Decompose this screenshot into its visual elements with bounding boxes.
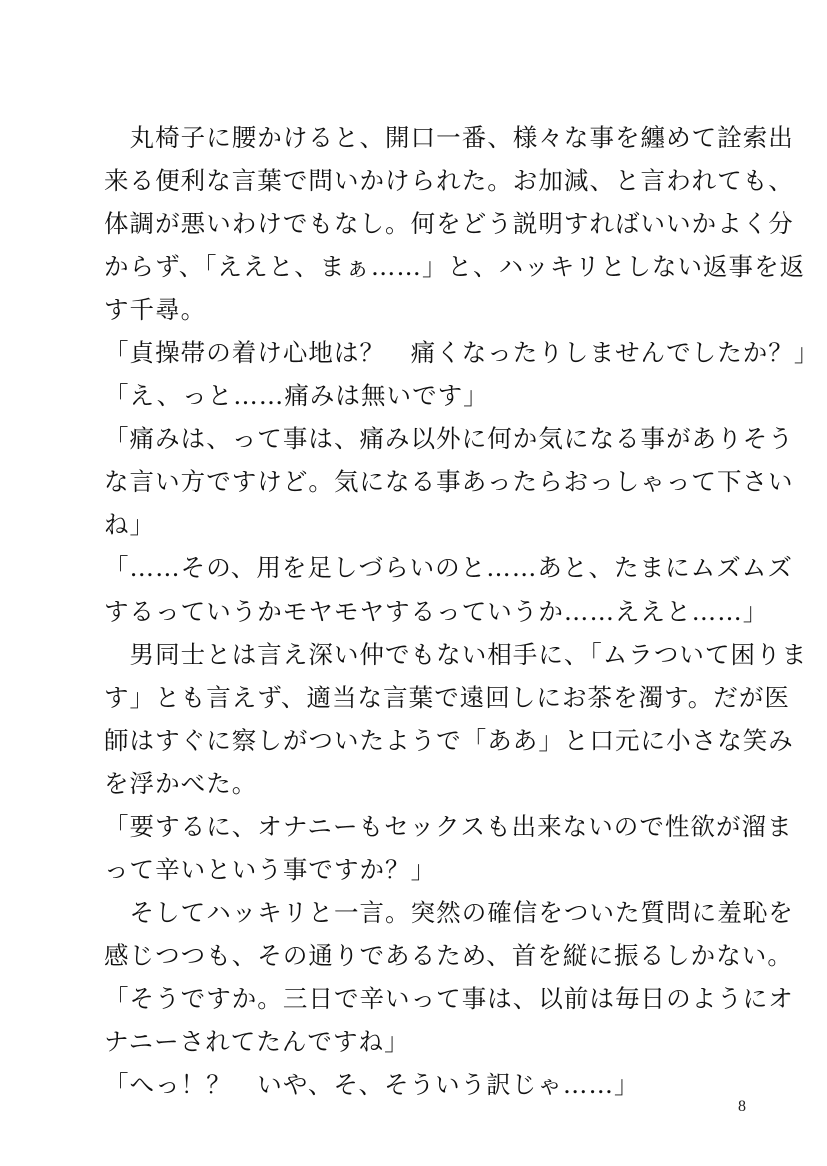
body-text bbox=[104, 116, 820, 1106]
page-number: 8 bbox=[738, 1098, 746, 1115]
text-line: 「要するに、オナニーもセックスも出来ないので性欲が溜ま bbox=[104, 811, 793, 841]
text-line: 来る便利な言葉で問いかけられた。お加減、と言われても、 bbox=[104, 166, 794, 196]
text-line: ナニーされてたんですね」 bbox=[104, 1026, 410, 1056]
text-line: 「貞操帯の着け心地は？ 痛くなったりしませんでしたか？」 bbox=[104, 338, 820, 368]
text-line: そしてハッキリと一言。突然の確信をついた質問に羞恥を bbox=[104, 897, 794, 927]
text-line: 「……その、用を足しづらいのと……あと、たまにムズムズ bbox=[104, 553, 793, 583]
text-line: 丸椅子に腰かけると、開口一番、様々な事を纏めて詮索出 bbox=[104, 123, 794, 152]
text-line: を浮かべた。 bbox=[104, 768, 258, 798]
text-line: 師はすぐに察しがついたようで「ああ」と口元に小さな笑み bbox=[104, 725, 794, 755]
text-line: 「え、っと……痛みは無いです」 bbox=[104, 381, 489, 411]
text-line: 体調が悪いわけでもなし。何をどう説明すればいいかよく分 bbox=[104, 209, 794, 239]
text-line: 「痛みは、って事は、痛み以外に何か気になる事がありそう bbox=[104, 424, 794, 454]
text-line: 「へっ！？ いや、そ、そういう訳じゃ……」 bbox=[104, 1070, 640, 1100]
text-line: す千尋。 bbox=[104, 295, 207, 325]
text-line: って辛いという事ですか？」 bbox=[104, 854, 437, 884]
text-line: ね」 bbox=[104, 510, 156, 540]
text-line: 男同士とは言え深い仲でもない相手に、「ムラついて困りま bbox=[104, 639, 808, 669]
text-line: 感じつつも、その通りであるため、首を縦に振るしかない。 bbox=[104, 940, 793, 970]
text-line: な言い方ですけど。気になる事あったらおっしゃって下さい bbox=[104, 467, 794, 497]
text-line: するっていうかモヤモヤするっていうか……ええと……」 bbox=[104, 596, 769, 626]
text-line: す」とも言えず、適当な言葉で遠回しにお茶を濁す。だが医 bbox=[104, 682, 790, 712]
text-line: 「そうですか。三日で辛いって事は、以前は毎日のようにオ bbox=[104, 983, 794, 1013]
text-line: からず、「ええと、まぁ……」と、ハッキリとしない返事を返 bbox=[104, 252, 806, 282]
